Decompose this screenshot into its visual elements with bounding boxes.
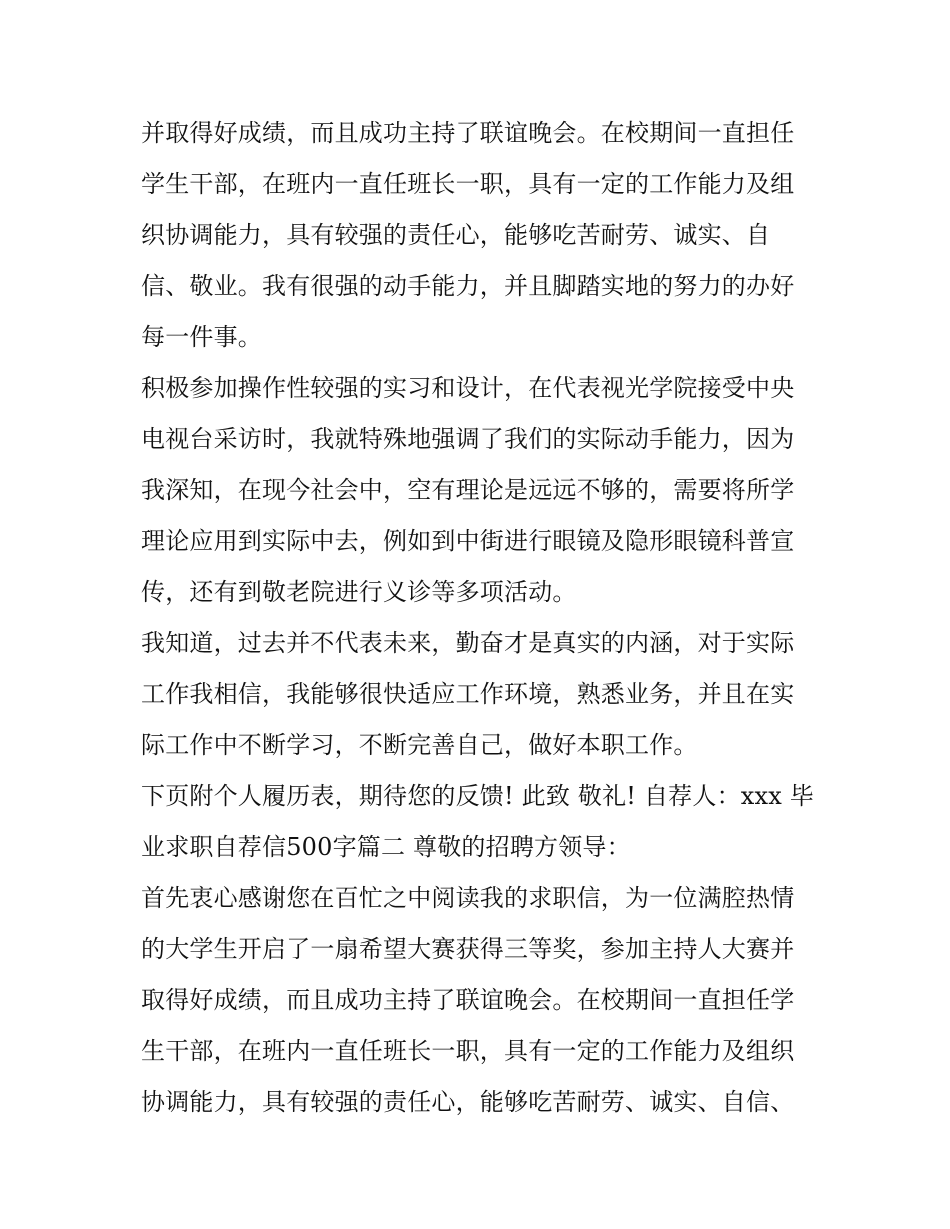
text-line: 积极参加操作性较强的实习和设计，在代表视光学院接受中央 [141, 374, 795, 402]
text-line: 下页附个人履历表，期待您的反馈! 此致 敬礼! 自荐人：xxx 毕 [141, 782, 815, 810]
text-line: 织协调能力，具有较强的责任心，能够吃苦耐劳、诚实、自 [141, 221, 771, 249]
text-line: 取得好成绩，而且成功主持了联谊晚会。在校期间一直担任学 [141, 986, 795, 1014]
text-line: 际工作中不断学习，不断完善自己，做好本职工作。 [141, 731, 698, 759]
text-line: 我深知，在现今社会中，空有理论是远远不够的，需要将所学 [141, 476, 795, 504]
text-line: 的大学生开启了一扇希望大赛获得三等奖，参加主持人大赛并 [141, 935, 795, 963]
text-line: 理论应用到实际中去，例如到中街进行眼镜及隐形眼镜科普宣 [141, 527, 795, 555]
text-line: 首先衷心感谢您在百忙之中阅读我的求职信，为一位满腔热情 [141, 884, 795, 912]
text-line: 协调能力，具有较强的责任心，能够吃苦耐劳、诚实、自信、 [141, 1088, 795, 1116]
text-line: 我知道，过去并不代表未来，勤奋才是真实的内涵，对于实际 [141, 629, 795, 657]
text-line: 业求职自荐信500字篇二 尊敬的招聘方领导： [141, 833, 631, 861]
text-line: 工作我相信，我能够很快适应工作环境，熟悉业务，并且在实 [141, 680, 795, 708]
text-line: 并取得好成绩，而且成功主持了联谊晚会。在校期间一直担任 [141, 119, 795, 147]
text-line: 学生干部，在班内一直任班长一职，具有一定的工作能力及组 [141, 170, 795, 198]
text-line: 生干部，在班内一直任班长一职，具有一定的工作能力及组织 [141, 1037, 795, 1065]
text-line: 每一件事。 [141, 323, 262, 351]
text-line: 电视台采访时，我就特殊地强调了我们的实际动手能力，因为 [141, 425, 795, 453]
text-line: 传，还有到敬老院进行义诊等多项活动。 [141, 578, 577, 606]
body-text [141, 108, 821, 1128]
text-line: 信、敬业。我有很强的动手能力，并且脚踏实地的努力的办好 [141, 272, 795, 300]
